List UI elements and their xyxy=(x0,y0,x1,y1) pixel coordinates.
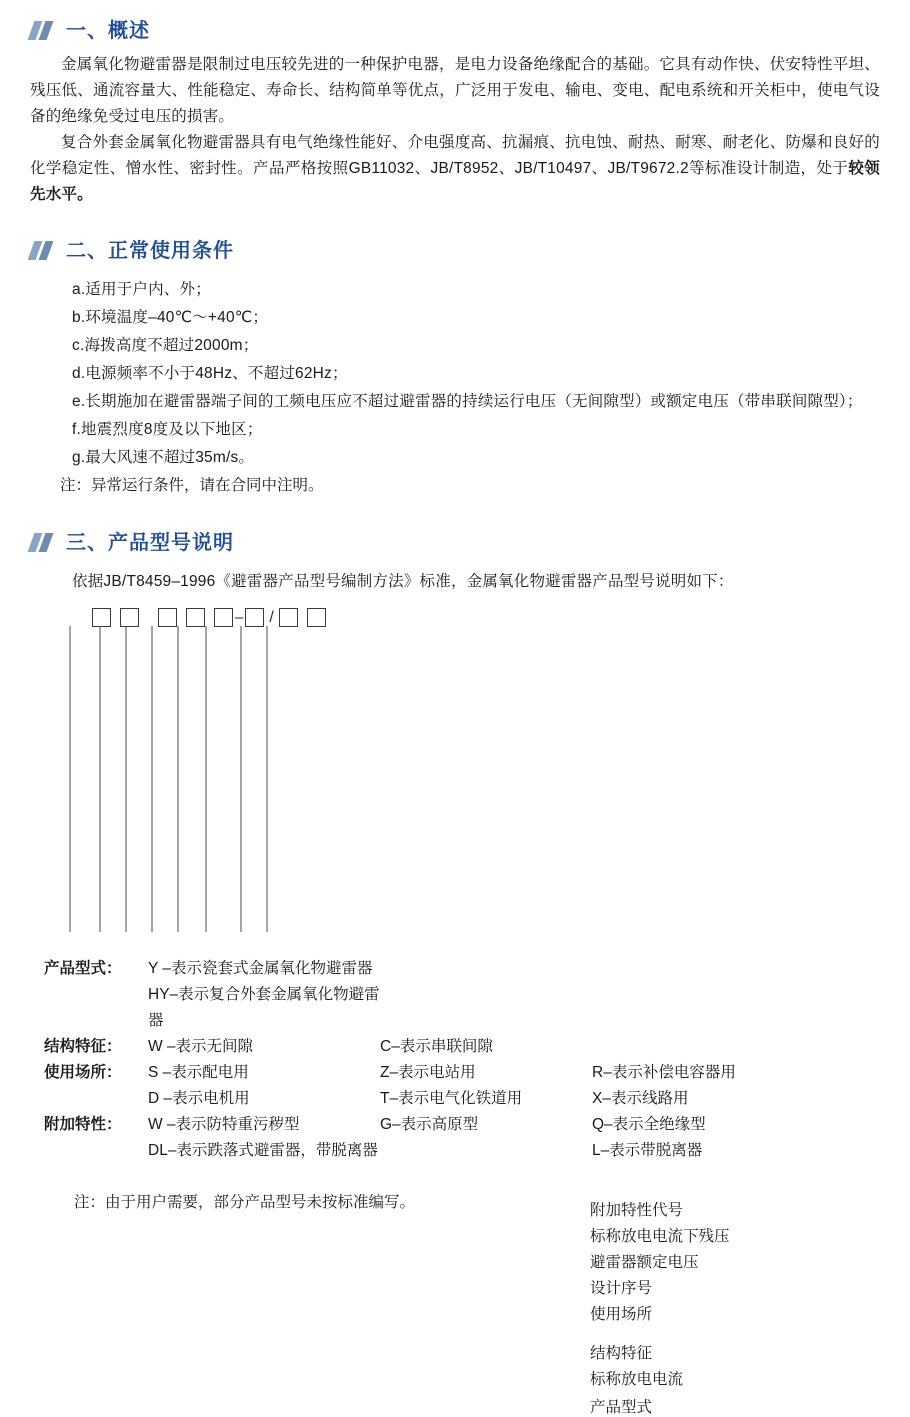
legend-cell: W –表示无间隙 xyxy=(148,1038,254,1055)
legend-row xyxy=(44,1060,880,1086)
legend-key-additional: 附加特性： xyxy=(44,1116,122,1133)
legend-cell: Z–表示电站用 xyxy=(380,1064,476,1081)
legend-cell: T–表示电气化铁道用 xyxy=(380,1090,523,1107)
list-item: e.长期施加在避雷器端子间的工频电压应不超过避雷器的持续运行电压（无间隙型）或额定电压（带串联间隙型）； xyxy=(72,393,863,410)
legend-row xyxy=(44,1138,880,1164)
legend-row xyxy=(44,1112,880,1138)
section-title-model: 三、产品型号说明 xyxy=(66,532,234,554)
diagram-label-design-serial: 设计序号 xyxy=(590,1280,653,1297)
section-title-overview: 一、概述 xyxy=(66,20,150,42)
code-slash-separator: / xyxy=(269,609,274,626)
diagram-label-usage-place: 使用场所 xyxy=(590,1306,653,1323)
overview-paragraph-1: 金属氧化物避雷器是限制过电压较先进的一种保护电器，是电力设备绝缘配合的基础。它具有动作快、伏安特性平坦、残压低、通流容量大、性能稳定、寿命长、结构简单等优点，广泛用于发电、输电、变电、配电系统和开关柜中，使电气设备的绝缘免受过电压的损害。 xyxy=(30,56,880,125)
list-item: g.最大风速不超过35m/s。 xyxy=(72,449,255,466)
legend-key-structure: 结构特征： xyxy=(44,1038,122,1055)
legend-cell: DL–表示跌落式避雷器，带脱离器 xyxy=(148,1142,378,1159)
diagram-label-structure: 结构特征 xyxy=(590,1345,653,1362)
diamond-marker-icon xyxy=(30,532,56,554)
legend-cell: L–表示带脱离器 xyxy=(592,1142,703,1159)
code-dash-separator: – xyxy=(235,609,244,626)
diamond-marker-icon xyxy=(30,20,56,42)
legend-cell: D –表示电机用 xyxy=(148,1090,250,1107)
conditions-note: 注：异常运行条件，请在合同中注明。 xyxy=(60,477,324,494)
final-note: 注：由于用户需要，部分产品型号未按标准编写。 xyxy=(74,1194,416,1211)
model-intro-text: 依据JB/T8459–1996《避雷器产品型号编制方法》标准，金属氧化物避雷器产品型号说明如下： xyxy=(72,573,734,590)
legend-row xyxy=(44,956,880,982)
diagram-label-nominal-current: 标称放电电流 xyxy=(590,1371,684,1388)
section-heading-overview xyxy=(30,18,880,44)
legend-cell: Y –表示瓷套式金属氧化物避雷器 xyxy=(148,960,373,977)
list-item: d.电源频率不小于48Hz、不超过62Hz； xyxy=(72,365,348,382)
section-title-conditions: 二、正常使用条件 xyxy=(66,240,234,262)
document-page xyxy=(0,18,910,1416)
list-item: a.适用于户内、外； xyxy=(72,281,211,298)
overview-paragraph-2 xyxy=(30,130,880,208)
list-item: b.环境温度–40℃～+40℃； xyxy=(72,309,269,326)
diamond-marker-icon xyxy=(30,240,56,262)
list-item: c.海拨高度不超过2000m； xyxy=(72,337,259,354)
legend-key-product-type: 产品型式： xyxy=(44,960,122,977)
legend-key-usage: 使用场所： xyxy=(44,1064,122,1081)
legend-cell: C–表示串联间隙 xyxy=(380,1038,493,1055)
legend-cell: R–表示补偿电容器用 xyxy=(592,1064,736,1081)
overview-paragraph-2-bold: 较领先水平。 xyxy=(30,160,880,203)
diagram-label-residual-voltage: 标称放电电流下残压 xyxy=(590,1228,730,1245)
legend-row xyxy=(44,982,880,1034)
list-item: f.地震烈度8度及以下地区； xyxy=(72,421,263,438)
diagram-label-product-type: 产品型式 xyxy=(590,1399,653,1416)
diagram-label-additional-code: 附加特性代号 xyxy=(590,1202,684,1219)
legend-cell: HY–表示复合外套金属氧化物避雷器 xyxy=(148,986,380,1029)
leader-lines xyxy=(30,602,880,932)
legend-cell: G–表示高原型 xyxy=(380,1116,479,1133)
legend-row xyxy=(44,1034,880,1060)
diagram-label-rated-voltage: 避雷器额定电压 xyxy=(590,1254,699,1271)
legend-cell: X–表示线路用 xyxy=(592,1090,689,1107)
legend-cell: Q–表示全绝缘型 xyxy=(592,1116,706,1133)
legend-cell: S –表示配电用 xyxy=(148,1064,249,1081)
conditions-list xyxy=(30,276,880,472)
section-heading-model xyxy=(30,530,880,556)
overview-paragraph-2-text: 复合外套金属氧化物避雷器具有电气绝缘性能好、介电强度高、抗漏痕、抗电蚀、耐热、耐寒、耐老化、防爆和良好的化学稳定性、憎水性、密封性。产品严格按照GB11032、JB/T8952、JB/T10497、JB/T9672.2等标准设计制造，处于 xyxy=(30,134,880,177)
section-heading-conditions xyxy=(30,238,880,264)
legend-cell: W –表示防特重污秽型 xyxy=(148,1116,300,1133)
model-legend xyxy=(30,956,880,1164)
legend-row xyxy=(44,1086,880,1112)
